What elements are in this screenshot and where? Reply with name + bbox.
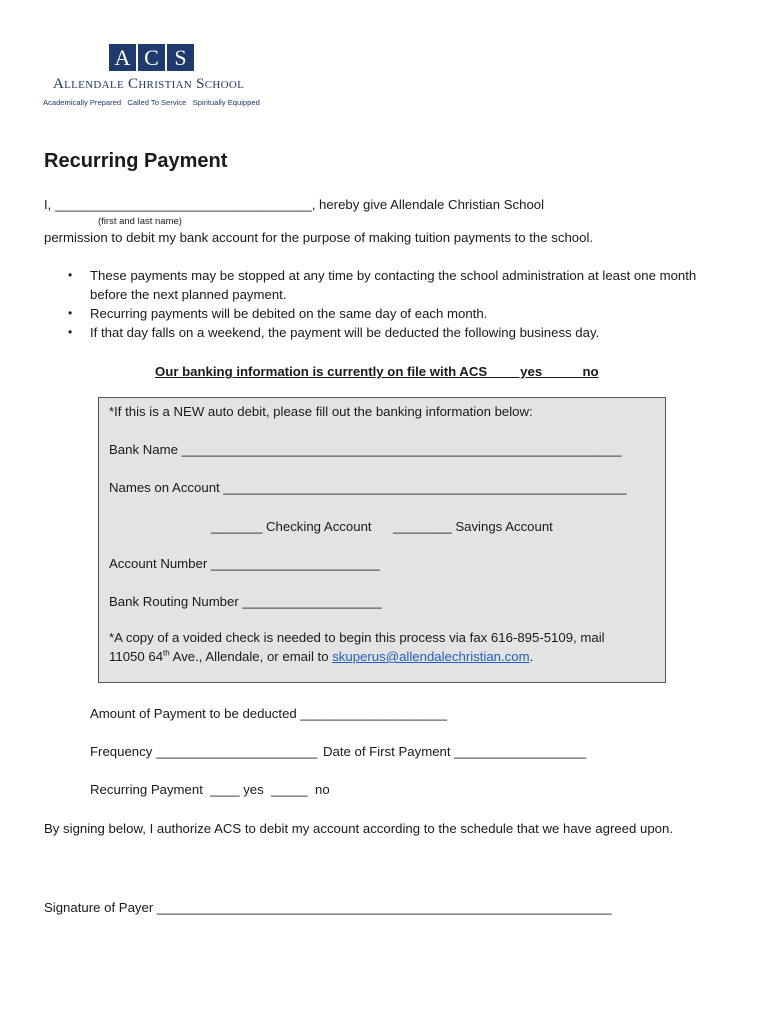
account-number-field[interactable]: Account Number _______________________: [109, 556, 380, 571]
logo-letter-c: C: [138, 44, 165, 71]
bank-name-field[interactable]: Bank Name ____________________________________________________________: [109, 442, 622, 457]
address-rest: Ave., Allendale, or email to: [169, 649, 333, 664]
bullet-icon: •: [68, 325, 73, 339]
page-title: Recurring Payment: [44, 150, 228, 172]
checking-account-option[interactable]: _______ Checking Account: [211, 519, 372, 534]
list-item: [44, 266, 704, 304]
names-on-account-field[interactable]: Names on Account _______________________________________________________: [109, 480, 627, 495]
logo-tagline: Academically Prepared Called To Service Spiritually Equipped: [43, 98, 260, 107]
list-item: [44, 323, 704, 342]
frequency-field[interactable]: Frequency ______________________: [90, 744, 318, 759]
list-item-text: If that day falls on a weekend, the payment will be deducted the following business day.: [90, 325, 600, 340]
signature-field[interactable]: Signature of Payer ______________________________________________________________: [44, 900, 612, 915]
intro-line-1: I, ___________________________________, hereby give Allendale Christian School: [44, 197, 545, 212]
logo-letter-boxes: [109, 44, 194, 71]
routing-number-field[interactable]: Bank Routing Number ___________________: [109, 594, 382, 609]
address-suffix: th: [163, 648, 170, 658]
bullet-icon: •: [68, 306, 73, 320]
banking-info-box: [98, 397, 666, 683]
logo-letter-a: A: [109, 44, 136, 71]
recurring-payment-option[interactable]: Recurring Payment ____ yes _____ no: [90, 782, 330, 797]
voided-check-note-line-1: *A copy of a voided check is needed to begin this process via fax 616-895-5109, mail: [109, 630, 605, 645]
logo-letter-s: S: [167, 44, 194, 71]
voided-check-note-line-2: [109, 648, 533, 665]
terms-list: [44, 266, 704, 342]
list-item-text: Recurring payments will be debited on the same day of each month.: [90, 306, 488, 321]
intro-line-2: permission to debit my bank account for the purpose of making tuition payments to the school.: [44, 230, 594, 245]
list-item-text: These payments may be stopped at any time by contacting the school administration at least one month before the next planned payment.: [90, 268, 697, 302]
amount-field[interactable]: Amount of Payment to be deducted ____________________: [90, 706, 448, 721]
bullet-icon: •: [68, 268, 73, 282]
new-auto-debit-note: *If this is a NEW auto debit, please fill out the banking information below:: [109, 404, 533, 419]
list-item: [44, 304, 704, 323]
address-number: 11050 64: [109, 649, 164, 664]
logo-school-name: Allendale Christian School: [53, 76, 245, 92]
name-hint: (first and last name): [98, 216, 182, 227]
authorization-statement: By signing below, I authorize ACS to debit my account according to the schedule that we have agreed upon.: [44, 821, 673, 836]
note-period: .: [529, 649, 534, 664]
first-payment-date-field[interactable]: Date of First Payment __________________: [323, 744, 587, 759]
email-link[interactable]: skuperus@allendalechristian.com: [332, 649, 530, 664]
savings-account-option[interactable]: ________ Savings Account: [393, 519, 553, 534]
banking-on-file-question[interactable]: Our banking information is currently on file with ACS ___ yes ____ no: [155, 364, 599, 379]
